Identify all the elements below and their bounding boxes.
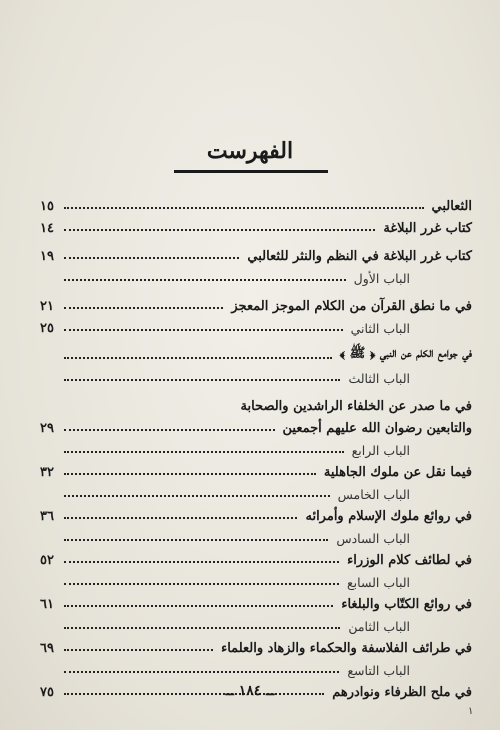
toc-chapter-3	[40, 364, 472, 386]
page-title: الفهرست	[206, 138, 294, 164]
toc-entry-label: في ما صدر عن الخلفاء الراشدين والصحابة	[240, 399, 472, 414]
toc-entry-label: في روائع الكتّاب والبلغاء	[341, 597, 472, 612]
toc-chapter-6	[40, 524, 472, 546]
leader-dots	[64, 429, 275, 431]
toc-entry-label: في ما نطق القرآن من الكلام الموجز المعجز	[231, 299, 472, 314]
toc-chapter-9	[40, 656, 472, 678]
leader-dots	[64, 671, 339, 673]
toc-page-number: ٢١	[40, 299, 54, 314]
toc-chapter-label: الباب التاسع	[347, 663, 410, 678]
toc-entry-quran	[40, 292, 472, 314]
toc-page-number: ١٩	[40, 249, 54, 264]
leader-dots	[64, 207, 424, 209]
toc-page-number: ١٥	[40, 199, 54, 214]
toc-page-number: ١٤	[40, 221, 54, 236]
leader-dots	[64, 583, 339, 585]
toc-chapter-5	[40, 480, 472, 502]
toc-page-number: ٣٦	[40, 509, 54, 524]
leader-dots	[64, 495, 330, 497]
corner-mark: ١	[468, 706, 474, 717]
leader-dots	[64, 229, 375, 231]
toc-entry-ghurar-full	[40, 242, 472, 264]
toc-page-number: ٦١	[40, 597, 54, 612]
leader-dots	[64, 279, 346, 281]
toc-entry-scribes	[40, 590, 472, 612]
toc-page-number: ٦٩	[40, 641, 54, 656]
leader-dots	[64, 627, 340, 629]
leader-dots	[64, 605, 333, 607]
toc-entry-label: كتاب غرر البلاغة في النظم والنثر للثعالبي	[247, 249, 472, 264]
toc-page-number: ٣٢	[40, 465, 54, 480]
toc-chapter-2	[40, 314, 472, 336]
table-of-contents	[40, 192, 472, 700]
toc-chapter-label: الباب السابع	[347, 575, 410, 590]
leader-dots	[64, 473, 316, 475]
toc-chapter-8	[40, 612, 472, 634]
toc-entry-ghurar	[40, 214, 472, 236]
toc-chapter-label: الباب الثالث	[348, 371, 410, 386]
leader-dots	[64, 649, 213, 651]
toc-chapter-label: الباب السادس	[336, 531, 410, 546]
toc-entry-jahiliyya	[40, 458, 472, 480]
toc-page-number: ٢٥	[40, 321, 54, 336]
toc-entry-label: كتاب غرر البلاغة	[383, 221, 472, 236]
leader-dots	[64, 517, 297, 519]
toc-entry-label: والتابعين رضوان الله عليهم أجمعين	[282, 421, 472, 436]
toc-entry-label: في لطائف كلام الوزراء	[347, 553, 472, 568]
toc-chapter-label: الباب الثاني	[350, 321, 410, 336]
toc-entry-prophet	[40, 342, 472, 364]
toc-page-number: ٧٥	[40, 685, 54, 700]
toc-chapter-label: الباب الأول	[353, 271, 410, 286]
leader-dots	[64, 451, 344, 453]
page-number: ــ ١٨٤ ــ	[225, 683, 275, 699]
toc-entry-caliphs-line2	[40, 414, 472, 436]
toc-chapter-4	[40, 436, 472, 458]
leader-dots	[64, 379, 340, 381]
leader-dots	[64, 561, 339, 563]
leader-dots	[64, 539, 328, 541]
toc-chapter-label: الباب الرابع	[351, 443, 410, 458]
title-underline	[174, 170, 328, 173]
toc-page-number: ٢٩	[40, 421, 54, 436]
toc-entry-label: في روائع ملوك الإسلام وأمرائه	[305, 509, 472, 524]
toc-entry-thaalibi	[40, 192, 472, 214]
toc-entry-label: في ملح الظرفاء ونوادرهم	[332, 685, 472, 700]
toc-entry-label: الثعالبي	[431, 199, 472, 214]
toc-chapter-label: الباب الخامس	[337, 487, 410, 502]
toc-chapter-label: الباب الثامن	[348, 619, 410, 634]
leader-dots	[64, 357, 332, 359]
toc-page-number: ٥٢	[40, 553, 54, 568]
toc-entry-philosophers	[40, 634, 472, 656]
leader-dots	[64, 307, 223, 309]
leader-dots	[64, 329, 343, 331]
toc-chapter-7	[40, 568, 472, 590]
toc-entry-label: في طرائف الفلاسفة والحكماء والزهاد والعلماء	[221, 641, 472, 656]
toc-entry-label: في جوامع الكلم عن النبي ﴿ ﷺ ﴾	[339, 346, 472, 361]
toc-entry-label: فيما نقل عن ملوك الجاهلية	[323, 465, 472, 480]
toc-chapter-1	[40, 264, 472, 286]
toc-entry-ministers	[40, 546, 472, 568]
toc-entry-caliphs-line1	[40, 392, 472, 414]
leader-dots	[64, 257, 239, 259]
toc-entry-islam-kings	[40, 502, 472, 524]
